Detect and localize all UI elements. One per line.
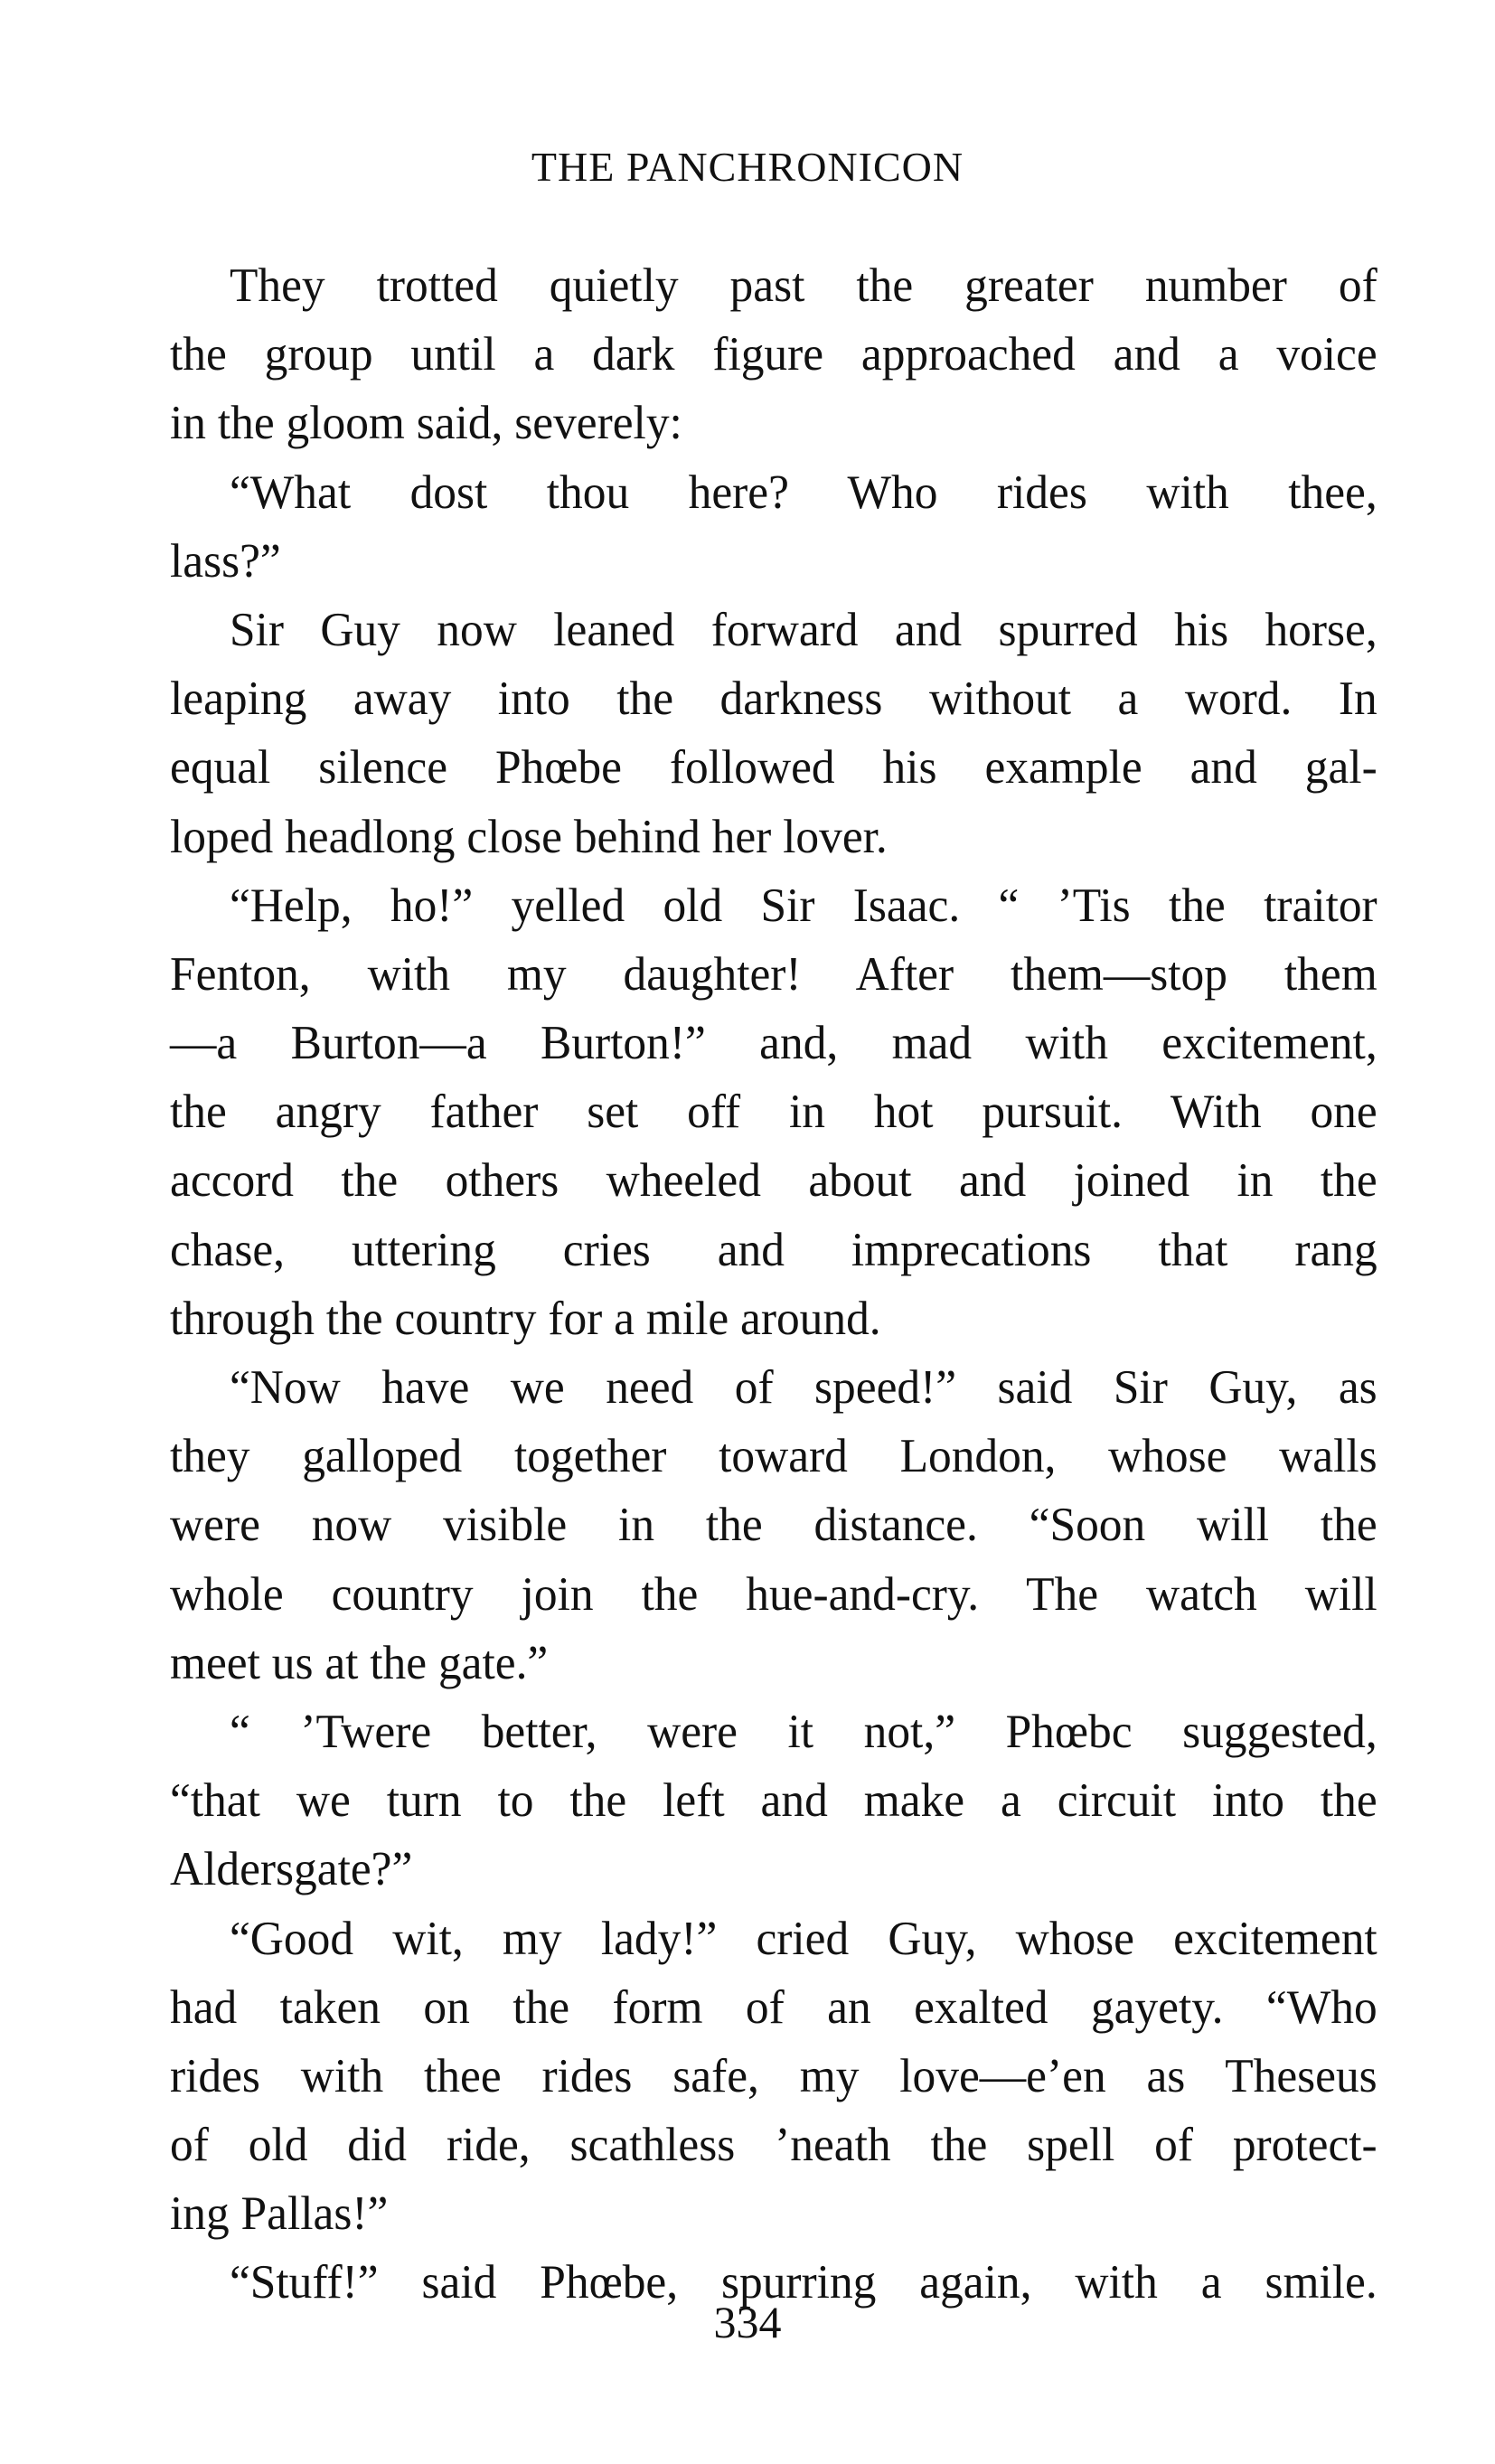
- text-line: ing Pallas!”: [170, 2187, 389, 2241]
- text-line: “Now have we need of speed!” said Sir Guy, as: [229, 1361, 1377, 1414]
- text-line: the group until a dark figure approached and a voice: [170, 328, 1377, 381]
- text-line: leaping away into the darkness without a word. In: [170, 672, 1377, 726]
- text-line: “Stuff!” said Phœbe, spurring again, with a smile.: [229, 2256, 1377, 2309]
- text-line: chase, uttering cries and imprecations that rang: [170, 1223, 1377, 1276]
- text-line: in the gloom said, severely:: [170, 397, 682, 450]
- text-line: had taken on the form of an exalted gayety. “Who: [170, 1980, 1377, 2034]
- text-line: “What dost thou here? Who rides with thee,: [229, 466, 1377, 519]
- text-line: “Help, ho!” yelled old Sir Isaac. “ ’Tis the traitor: [229, 879, 1377, 932]
- text-line: loped headlong close behind her lover.: [170, 810, 888, 863]
- text-line: lass?”: [170, 534, 281, 588]
- running-header: THE PANCHRONICON: [531, 144, 964, 190]
- text-line: Aldersgate?”: [170, 1843, 413, 1896]
- text-line: whole country join the hue-and-cry. The watch will: [170, 1567, 1377, 1621]
- page-body-text: [170, 251, 1377, 2318]
- text-line: Sir Guy now leaned forward and spurred his horse,: [229, 603, 1377, 656]
- text-line: meet us at the gate.”: [170, 1636, 549, 1689]
- text-line: the angry father set off in hot pursuit. With one: [170, 1086, 1377, 1139]
- text-line: They trotted quietly past the greater number of: [229, 259, 1377, 312]
- text-line: rides with thee rides safe, my love—e’en as Theseus: [170, 2049, 1377, 2102]
- text-line: “ ’Twere better, were it not,” Phœbc suggested,: [229, 1705, 1377, 1758]
- text-line: accord the others wheeled about and joined in the: [170, 1154, 1377, 1208]
- text-line: they galloped together toward London, whose walls: [170, 1430, 1377, 1483]
- text-line: “that we turn to the left and make a circuit into the: [170, 1774, 1377, 1828]
- page-number: 334: [713, 2297, 782, 2347]
- text-line: of old did ride, scathless ’neath the spell of protect-: [170, 2119, 1377, 2172]
- text-line: —a Burton—a Burton!” and, mad with excitement,: [170, 1017, 1377, 1070]
- text-line: “Good wit, my lady!” cried Guy, whose excitement: [229, 1912, 1377, 1965]
- text-line: through the country for a mile around.: [170, 1292, 881, 1345]
- text-line: equal silence Phœbe followed his example and gal-: [170, 741, 1377, 795]
- text-line: were now visible in the distance. “Soon will the: [170, 1499, 1377, 1552]
- text-line: Fenton, with my daughter! After them—stop them: [170, 947, 1377, 1001]
